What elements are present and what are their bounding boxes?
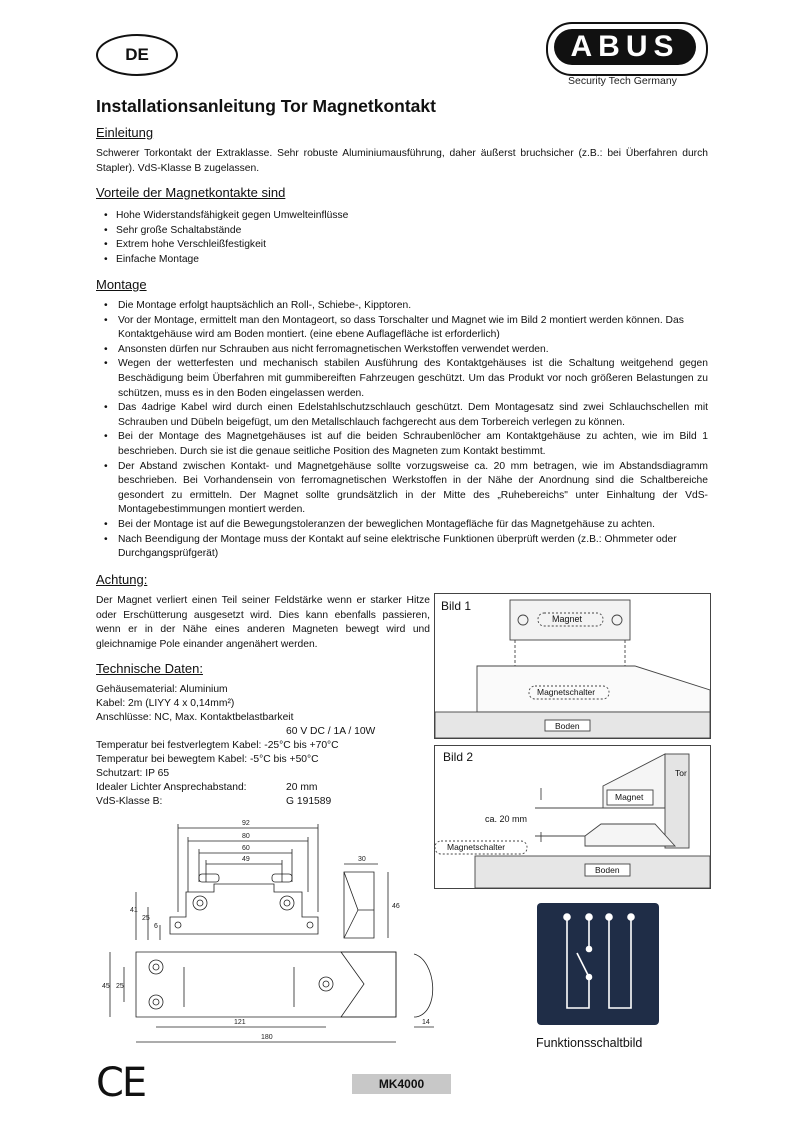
list-item: • Vor der Montage, ermittelt man den Montageort, so dass Torschalter und Magnet wie im Bild 2 montiert werden können. Das Kontaktgehäuse wird am Boden montiert. (eine ebene Auflagefläche ist erforderlich) [98,314,708,343]
function-diagram [537,903,659,1025]
intro-heading: Einleitung [96,125,154,140]
dim-label: 30 [358,856,366,863]
magnet-label: Magnet [552,614,583,624]
intro-text: Schwerer Torkontakt der Extraklasse. Sehr robuste Aluminiumausführung, daher äußerst bruchsicher (z.B.: bei Überfahren durch Stapler). VdS-Klasse B zugelassen. [96,148,708,174]
figure-bild-2 [434,745,711,889]
magnet-label: Magnet [615,792,644,802]
list-item: • Der Abstand zwischen Kontakt- und Magnetgehäuse sollte vorzugsweise ca. 20 mm betragen, wie im Abstandsdiagramm beschrieben. Bei Vorhandensein von ferromagnetischen Werkstoffen in der Nähe der Anordnung sind die Schaltbereiche gesondert zu ermitteln. Der Magnet sollte grundsätzlich in der Mitte des „Ruhebereichs" unter Einhaltung der VdS-Montagebestimmungen montiert werden. [98,460,708,518]
page-title: Installationsanleitung Tor Magnetkontakt [96,96,436,116]
tech-protection: Schutzart: IP 65 [96,768,170,779]
list-item: • Nach Beendigung der Montage muss der Kontakt auf seine elektrische Funktionen überprüft werden (z.B.: Ohmmeter oder Durchgangsprüfgerät) [98,533,708,562]
list-item: • Die Montage erfolgt hauptsächlich an Roll-, Schiebe-, Kipptoren. [98,299,708,314]
list-item: • Wegen der wetterfesten und mechanisch stabilen Ausführung des Kontaktgehäuses ist die Schaltung weitgehend gegen Beschädigung beim Überfahren mit gummibereiften Fahrzeugen geschützt. Um das Produkt vor noch größeren Belastungen zu schützen, muss es in den Boden eingelassen werden. [98,357,708,401]
dim-label: 60 [242,845,250,852]
list-item: • Ansonsten dürfen nur Schrauben aus nicht ferromagnetischen Werkstoffen verwendet werden. [98,343,708,358]
dim-label: 180 [261,1034,273,1041]
dim-label: 49 [242,856,250,863]
figure-label: Bild 1 [441,599,472,613]
dim-label: 92 [242,820,250,827]
tech-material: Gehäusematerial: Aluminium [96,684,228,695]
tech-rating: 60 V DC / 1A / 10W [286,726,376,737]
ce-mark: CE [96,1060,146,1106]
list-item: • Das 4adrige Kabel wird durch einen Edelstahlschutzschlauch geschützt. Dem Montagesatz sind zwei Schlauchschellen mit Schrauben und Dübeln beigefügt, um den Metallschlauch fachgerecht aus dem Torbereich verlegen zu können. [98,401,708,430]
figure-bild-1 [434,593,711,739]
list-item: • Extrem hohe Verschleißfestigkeit [104,238,504,253]
tech-vds-value: G 191589 [286,796,332,807]
warning-text: Der Magnet verliert einen Teil seiner Feldstärke wenn er starker Hitze oder Erschütterung ausgesetzt wird. Dies kann ebenfalls passieren, wenn er in der Nähe eines anderen Magneten bewegt wird und gleichnamige Pole einander angenähert werden. [96,595,430,650]
tech-distance-value: 20 mm [286,782,318,793]
tech-cable: Kabel: 2m (LIYY 4 x 0,14mm²) [96,698,235,709]
dim-label: 121 [234,1019,246,1026]
list-item: • Bei der Montage des Magnetgehäuses ist auf die beiden Schraubenlöcher am Kontaktgehäuse zu achten, wie im Bild 1 beschrieben. Durch sie ist die genaue seitliche Position des Magneten zum Kontakt bestimmt. [98,430,708,459]
list-item: • Sehr große Schaltabstände [104,224,504,239]
model-number: MK4000 [352,1074,451,1094]
montage-list [98,299,708,562]
tech-distance-label: Idealer Lichter Ansprechabstand: [96,782,247,793]
dim-label: 46 [392,903,400,910]
advantages-list [104,209,504,267]
switch-label: Magnetschalter [537,687,596,697]
language-code: DE [125,45,149,64]
tech-vds-label: VdS-Klasse B: [96,796,163,807]
tech-temp-fixed: Temperatur bei festverlegtem Kabel: -25°C bis +70°C [96,740,339,751]
abus-logo [546,22,708,110]
warning-heading: Achtung: [96,572,148,587]
language-badge [96,34,178,76]
dim-label: 41 [130,907,138,914]
dim-label: 25 [142,915,150,922]
dim-label: 45 [102,983,110,990]
list-item: • Bei der Montage ist auf die Bewegungstoleranzen der beweglichen Montagefläche für das Magnetgehäuse zu achten. [98,518,708,533]
gate-label: Tor [675,768,687,778]
logo-tagline: Security Tech Germany [568,75,677,87]
figure-label: Bild 2 [443,750,474,764]
dim-label: 6 [154,923,158,930]
distance-label: ca. 20 mm [485,814,528,824]
dim-label: 14 [422,1019,430,1026]
montage-heading: Montage [96,277,147,292]
dim-label: 25 [116,983,124,990]
tech-connections: Anschlüsse: NC, Max. Kontaktbelastbarkeit [96,712,294,723]
circuit-icon [537,903,659,1025]
list-item: • Hohe Widerstandsfähigkeit gegen Umwelteinflüsse [104,209,504,224]
bild-2-illustration [435,746,710,888]
logo-wordmark: ABUS [554,29,696,65]
dimension-drawing [96,812,441,1052]
function-diagram-caption: Funktionsschaltbild [536,1036,643,1050]
tech-temp-moving: Temperatur bei bewegtem Kabel: -5°C bis +50°C [96,754,319,765]
tech-heading: Technische Daten: [96,661,203,676]
list-item: • Einfache Montage [104,253,504,268]
floor-label: Boden [595,865,620,875]
dim-label: 80 [242,833,250,840]
switch-label: Magnetschalter [447,842,506,852]
floor-label: Boden [555,721,580,731]
advantages-heading: Vorteile der Magnetkontakte sind [96,185,286,200]
